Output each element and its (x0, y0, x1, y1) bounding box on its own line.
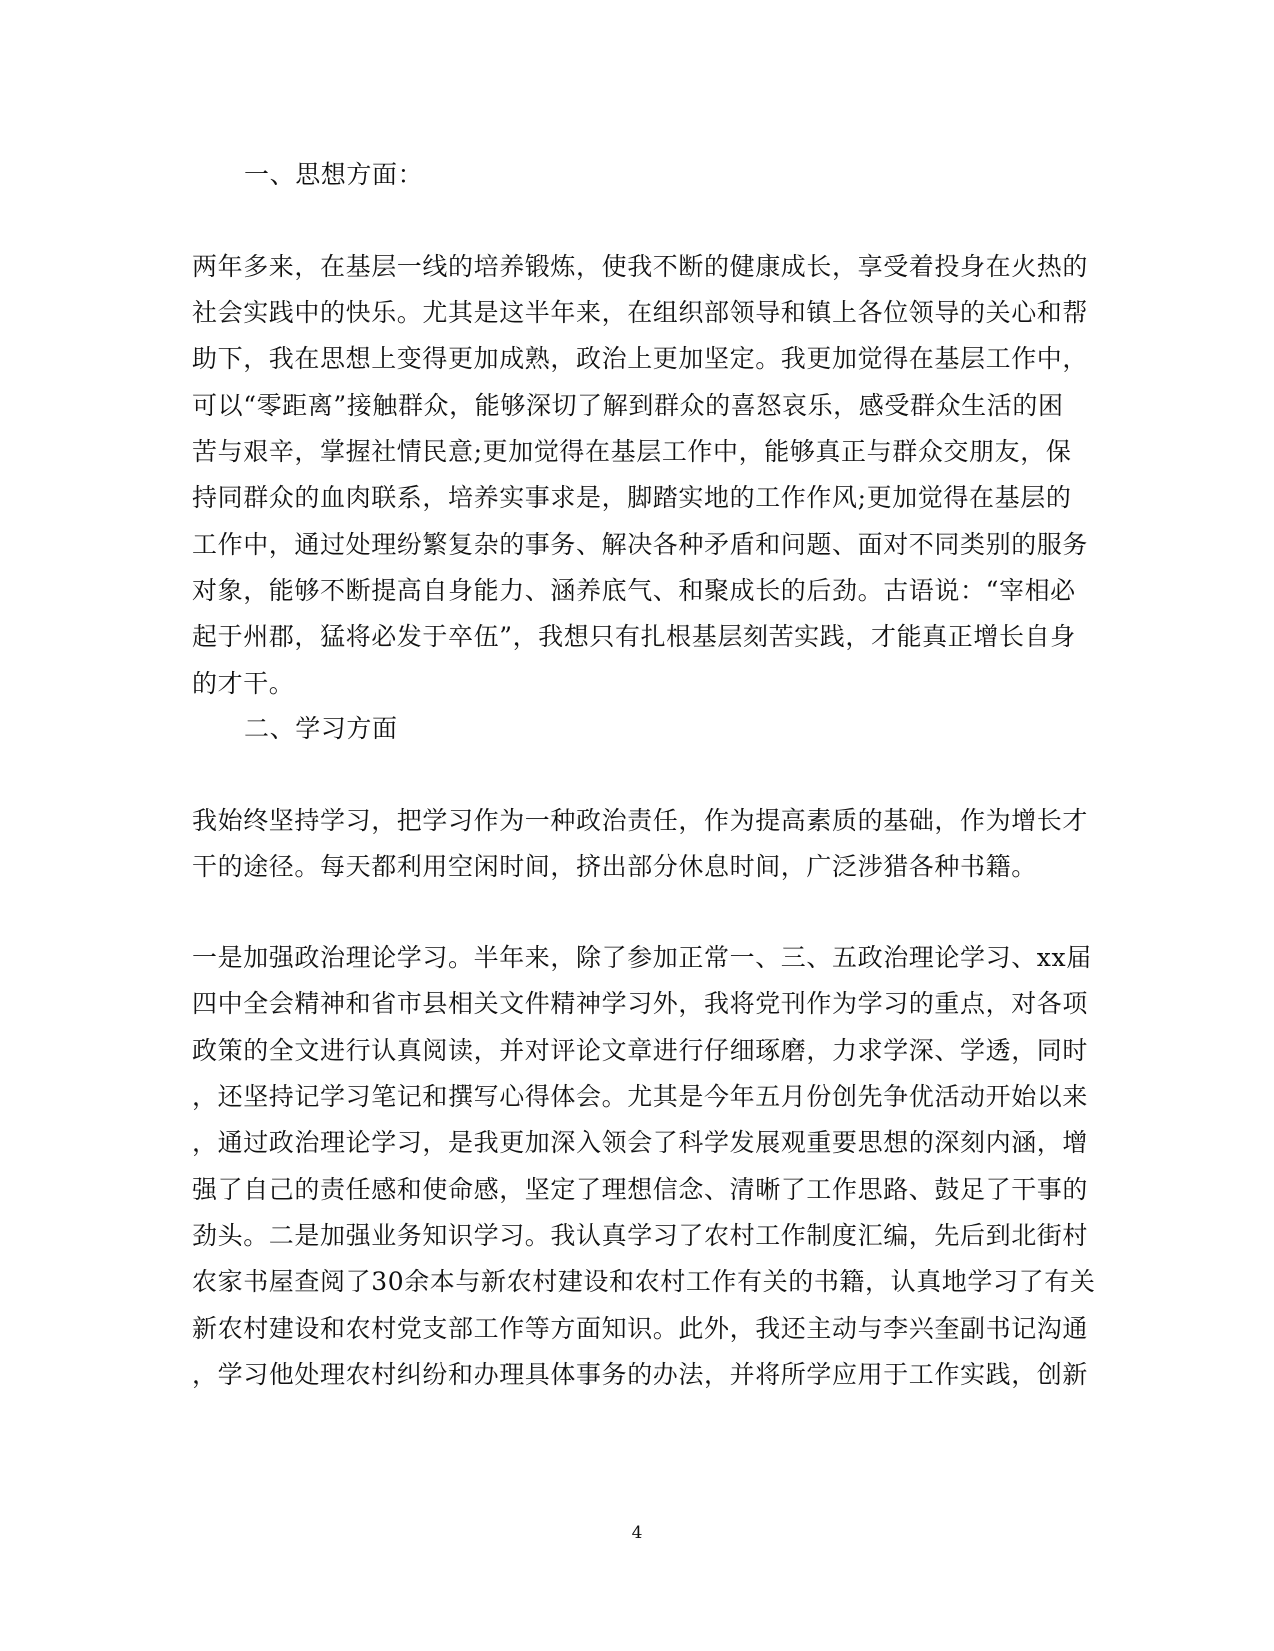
section-heading-study: 二、学习方面 (244, 714, 398, 743)
paragraph-line: 对象，能够不断提高自身能力、涵养底气、和聚成长的后劲。古语说：“宰相必 (192, 576, 1076, 605)
paragraph-line: 我始终坚持学习，把学习作为一种政治责任，作为提高素质的基础，作为增长才 (192, 806, 1089, 835)
paragraph-line: 工作中，通过处理纷繁复杂的事务、解决各种矛盾和问题、面对不同类别的服务 (192, 530, 1089, 559)
page-number: 4 (631, 1523, 643, 1543)
paragraph-line: ，学习他处理农村纠纷和办理具体事务的办法，并将所学应用于工作实践，创新 (192, 1360, 1089, 1389)
paragraph-line: 可以“零距离”接触群众，能够深切了解到群众的喜怒哀乐，感受群众生活的困 (192, 391, 1064, 420)
paragraph-line: ，还坚持记学习笔记和撰写心得体会。尤其是今年五月份创先争优活动开始以来 (192, 1082, 1089, 1111)
paragraph-line: 持同群众的血肉联系，培养实事求是，脚踏实地的工作作风;更加觉得在基层的 (192, 483, 1072, 512)
paragraph-line: 劲头。二是加强业务知识学习。我认真学习了农村工作制度汇编，先后到北街村 (192, 1221, 1089, 1250)
paragraph-line: 起于州郡，猛将必发于卒伍”，我想只有扎根基层刻苦实践，才能真正增长自身 (192, 622, 1076, 651)
paragraph-line: 农家书屋查阅了30余本与新农村建设和农村工作有关的书籍，认真地学习了有关 (192, 1267, 1096, 1296)
paragraph-line: 政策的全文进行认真阅读，并对评论文章进行仔细琢磨，力求学深、学透，同时 (192, 1036, 1089, 1065)
paragraph-line: 一是加强政治理论学习。半年来，除了参加正常一、三、五政治理论学习、xx届 (192, 943, 1092, 972)
paragraph-line: 干的途径。每天都利用空闲时间，挤出部分休息时间，广泛涉猎各种书籍。 (192, 852, 1037, 881)
paragraph-line: 两年多来，在基层一线的培养锻炼，使我不断的健康成长，享受着投身在火热的 (192, 252, 1089, 281)
paragraph-line: 强了自己的责任感和使命感，坚定了理想信念、清晰了工作思路、鼓足了干事的 (192, 1175, 1089, 1204)
paragraph-line: ，通过政治理论学习，是我更加深入领会了科学发展观重要思想的深刻内涵，增 (192, 1128, 1089, 1157)
paragraph-line: 苦与艰辛，掌握社情民意;更加觉得在基层工作中，能够真正与群众交朋友，保 (192, 437, 1072, 466)
paragraph-line: 四中全会精神和省市县相关文件精神学习外，我将党刊作为学习的重点，对各项 (192, 989, 1089, 1018)
paragraph-line: 的才干。 (192, 669, 295, 698)
paragraph-line: 新农村建设和农村党支部工作等方面知识。此外，我还主动与李兴奎副书记沟通 (192, 1314, 1089, 1343)
paragraph-line: 社会实践中的快乐。尤其是这半年来，在组织部领导和镇上各位领导的关心和帮 (192, 298, 1089, 327)
section-heading-thought: 一、思想方面： (244, 160, 424, 189)
paragraph-line: 助下，我在思想上变得更加成熟，政治上更加坚定。我更加觉得在基层工作中， (192, 344, 1089, 373)
